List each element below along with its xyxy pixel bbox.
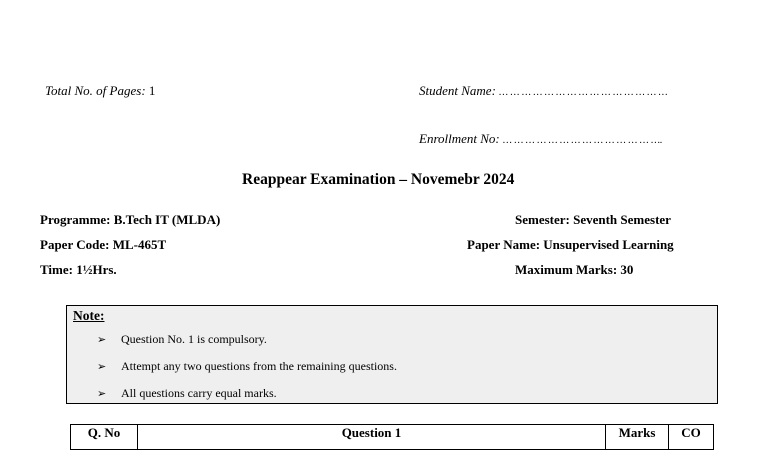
enrollment-label: Enrollment No: [419, 131, 500, 146]
note-label: Note: [73, 308, 105, 323]
arrow-bullet-icon: ➢ [97, 334, 107, 346]
arrow-bullet-icon: ➢ [97, 388, 107, 400]
note-item-text: All questions carry equal marks. [121, 386, 277, 400]
semester: Semester: Seventh Semester [515, 212, 671, 227]
total-pages [45, 83, 155, 99]
student-name-label: Student Name: [419, 83, 496, 98]
table-header-row [71, 425, 714, 450]
note-item [97, 386, 277, 401]
note-item-text: Question No. 1 is compulsory. [121, 332, 267, 346]
student-name [419, 83, 668, 99]
note-box [66, 305, 718, 404]
header-marks: Marks [606, 425, 669, 450]
paper-code: Paper Code: ML-465T [40, 237, 167, 252]
max-marks: Maximum Marks: 30 [515, 262, 634, 277]
enrollment-dots: … … … … … … … … … … … … … …. [503, 135, 663, 146]
time: Time: 1½Hrs. [40, 262, 117, 277]
note-item [97, 332, 267, 347]
student-name-dots: … … … … … … … … … … … … … … … [499, 87, 668, 98]
note-item-text: Attempt any two questions from the remaining questions. [121, 359, 397, 373]
enrollment [419, 131, 663, 147]
question-table [70, 424, 714, 450]
header-question: Question 1 [137, 425, 605, 450]
arrow-bullet-icon: ➢ [97, 361, 107, 373]
paper-name: Paper Name: Unsupervised Learning [467, 237, 674, 252]
programme: Programme: B.Tech IT (MLDA) [40, 212, 221, 227]
header-q-no: Q. No [71, 425, 138, 450]
exam-title: Reappear Examination – Novemebr 2024 [242, 171, 515, 188]
total-pages-value: 1 [148, 83, 156, 98]
header-co: CO [669, 425, 714, 450]
note-item [97, 359, 397, 374]
total-pages-label: Total No. of Pages: [45, 83, 146, 98]
